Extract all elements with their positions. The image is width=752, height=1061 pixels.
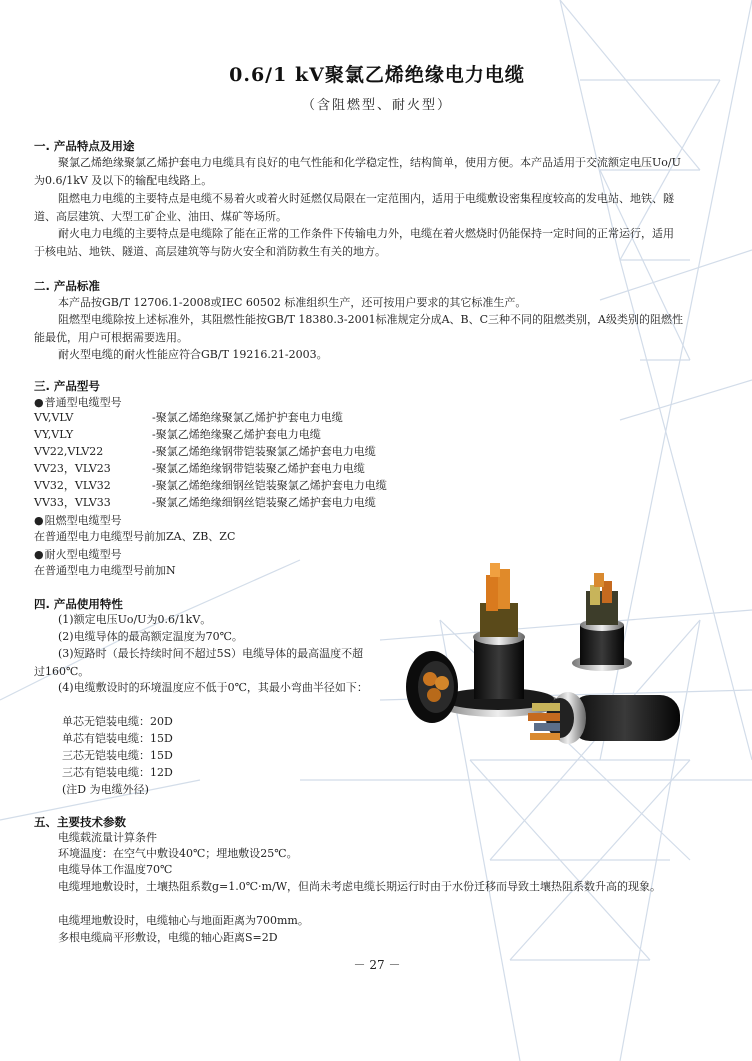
usage-item-2: (2)电缆导体的最高额定温度为70℃。 (58, 630, 243, 643)
section5-heading: 五、主要技术参数 (34, 815, 126, 829)
page-title: 0.6/1 kV聚氯乙烯绝缘电力电缆 (229, 64, 525, 86)
model-desc: -聚氯乙烯绝缘钢带铠装聚氯乙烯护套电力电缆 (152, 445, 376, 458)
tech-param-line: 多根电缆扁平形敷设，电缆的轴心距离S=2D (58, 931, 278, 944)
model-row (34, 495, 376, 511)
bend-radius-item: 三芯无铠装电缆：15D (62, 749, 173, 762)
section3-heading: 三. 产品型号 (34, 379, 100, 393)
model-desc: -聚氯乙烯绝缘细钢丝铠装聚乙烯护套电力电缆 (152, 496, 376, 509)
bend-radius-item: 单芯无铠装电缆：20D (62, 715, 173, 728)
cable-product-photo (402, 545, 702, 755)
section2-paragraph-1: 本产品按GB/T 12706.1-2008或IEC 60502 标准组织生产，还可按用户要求的其它标准生产。 (58, 296, 527, 309)
tech-param-line: 环境温度：在空气中敷设40℃；埋地敷设25℃。 (58, 847, 298, 860)
model-row (34, 461, 365, 477)
model-row (34, 444, 376, 460)
page-number: － 27 － (353, 958, 401, 972)
section2-paragraph-3: 耐火型电缆的耐火性能应符合GB/T 19216.21-2003。 (58, 348, 328, 361)
bend-radius-item: 三芯有铠装电缆：12D (62, 766, 173, 779)
usage-item-1: (1)额定电压Uo/U为0.6/1kV。 (58, 613, 212, 626)
model-code: VV33，VLV33 (34, 496, 111, 509)
section1-paragraph-1: 聚氯乙烯绝缘聚氯乙烯护套电力电缆具有良好的电气性能和化学稳定性，结构简单，使用方便。本产品适用于交流额定电压Uo/U为0.6/1kV 及以下的输配电线路上。 (34, 156, 681, 187)
bend-radius-note: (注D 为电缆外径) (62, 783, 149, 796)
tech-param-paragraph: 电缆埋地敷设时，土壤热阻系数g=1.0℃·m/W，但尚未考虑电缆长期运行时由于水份迁移而导致土壤热阻系数升高的现象。 (58, 880, 661, 893)
flame-retardant-text: 在普通型电力电缆型号前加ZA、ZB、ZC (34, 530, 236, 543)
usage-item-3: (3)短路时（最长持续时间不超过5S）电缆导体的最高温度不超过160℃。 (34, 647, 364, 678)
fire-resistant-text: 在普通型电力电缆型号前加N (34, 564, 176, 577)
model-code: VV23，VLV23 (34, 462, 111, 475)
bend-radius-item: 单芯有铠装电缆：15D (62, 732, 173, 745)
section1-heading: 一. 产品特点及用途 (34, 139, 135, 153)
page-subtitle: （含阻燃型、耐火型） (301, 98, 452, 113)
normal-type-label: ● 普通型电缆型号 (34, 394, 122, 410)
model-row (34, 478, 387, 494)
flame-retardant-label: ● 阻燃型电缆型号 (34, 512, 122, 528)
model-code: VV32，VLV32 (34, 479, 111, 492)
tech-param-line: 电缆埋地敷设时，电缆轴心与地面距离为700mm。 (58, 914, 309, 927)
model-row (34, 410, 343, 426)
section2-paragraph-2: 阻燃型电缆除按上述标准外，其阻燃性能按GB/T 18380.3-2001标准规定分成A、B、C三种不同的阻燃类别，A级类别的阻燃性能最优，用户可根据需要选用。 (34, 313, 683, 344)
usage-item-4: (4)电缆敷设时的环境温度应不低于0℃，其最小弯曲半径如下： (58, 681, 368, 694)
tech-param-line: 电缆载流量计算条件 (58, 831, 157, 844)
model-code: VY,VLY (34, 428, 74, 441)
model-desc: -聚氯乙烯绝缘钢带铠装聚乙烯护套电力电缆 (152, 462, 365, 475)
section1-paragraph-3: 耐火电力电缆的主要特点是电缆除了能在正常的工作条件下传输电力外，电缆在着火燃烧时仍能保持一定时间的正常运行，适用于核电站、地铁、隧道、高层建筑等与防火安全和消防救生有关的地方。 (34, 227, 674, 258)
model-code: VV22,VLV22 (34, 445, 104, 458)
model-desc: -聚氯乙烯绝缘聚乙烯护套电力电缆 (152, 428, 321, 441)
section4-heading: 四. 产品使用特性 (34, 597, 123, 611)
section2-heading: 二. 产品标准 (34, 279, 100, 293)
model-code: VV,VLV (34, 411, 74, 424)
model-row (34, 427, 321, 443)
tech-param-line: 电缆导体工作温度70℃ (58, 863, 173, 876)
fire-resistant-label: ● 耐火型电缆型号 (34, 546, 122, 562)
model-desc: -聚氯乙烯绝缘聚氯乙烯护护套电力电缆 (152, 411, 343, 424)
model-desc: -聚氯乙烯绝缘细钢丝铠装聚氯乙烯护套电力电缆 (152, 479, 387, 492)
section1-paragraph-2: 阻燃电力电缆的主要特点是电缆不易着火或着火时延燃仅局限在一定范围内，适用于电缆敷设密集程度较高的发电站、地铁、隧道、高层建筑、大型工矿企业、油田、煤矿等场所。 (34, 192, 674, 223)
